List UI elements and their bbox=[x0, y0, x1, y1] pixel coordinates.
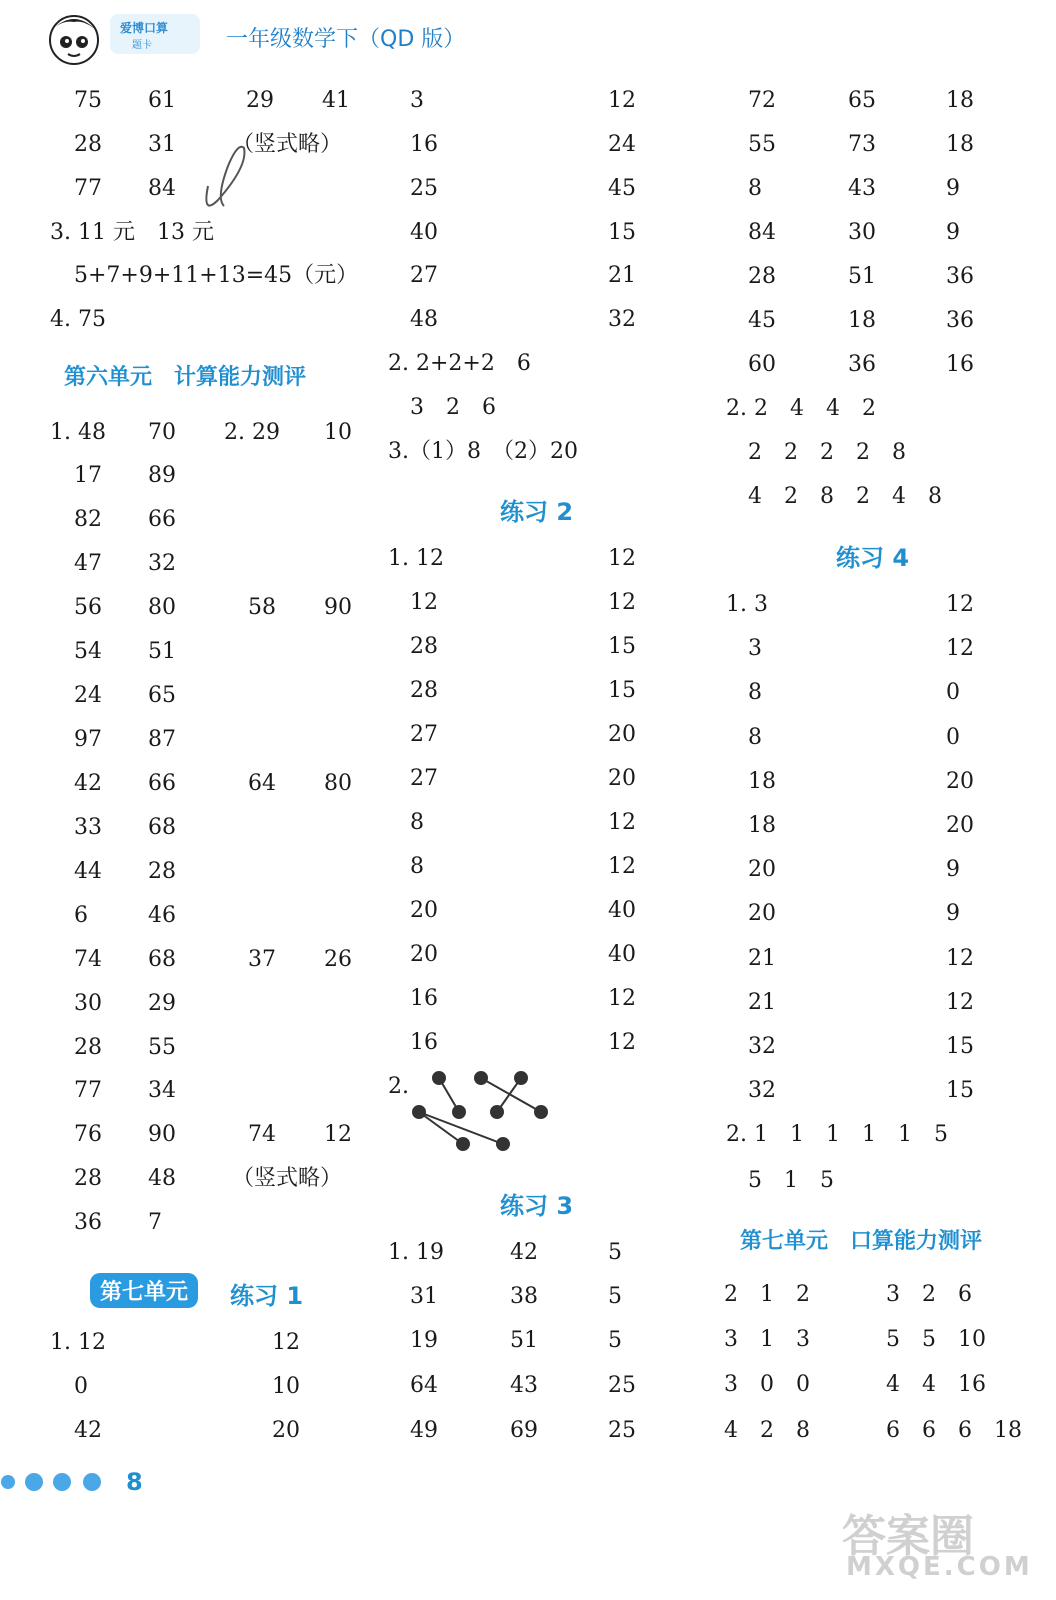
answer: 30 bbox=[848, 220, 876, 245]
answer: 15 bbox=[608, 678, 636, 703]
answer: 66 bbox=[148, 507, 176, 532]
answer: 4 2 8 bbox=[724, 1418, 810, 1443]
answer: 12 bbox=[324, 1122, 352, 1147]
answer: 5 bbox=[608, 1284, 622, 1309]
answer: 12 bbox=[946, 592, 974, 617]
answer: 18 bbox=[748, 813, 776, 838]
answer: 7 bbox=[148, 1210, 162, 1235]
answer: 17 bbox=[74, 463, 102, 488]
practice-3-title: 练习 3 bbox=[500, 1192, 574, 1220]
header-title: 一年级数学下（QD 版） bbox=[226, 27, 466, 52]
answer: 34 bbox=[148, 1078, 176, 1103]
question-2-answer: 2 2 2 2 8 bbox=[748, 440, 906, 465]
question-2-answer: 2. 2 4 4 2 bbox=[726, 396, 876, 421]
answer: 51 bbox=[848, 264, 876, 289]
answer: 70 bbox=[148, 420, 176, 445]
answer: 51 bbox=[148, 639, 176, 664]
answer: 1. 19 bbox=[388, 1240, 444, 1265]
answer: 15 bbox=[608, 634, 636, 659]
watermark-url: MXQE.COM bbox=[846, 1552, 1033, 1582]
answer: 5 bbox=[608, 1328, 622, 1353]
answer: 40 bbox=[410, 220, 438, 245]
answer: 29 bbox=[246, 88, 274, 113]
answer: 5 5 10 bbox=[886, 1327, 986, 1352]
answer: 21 bbox=[748, 946, 776, 971]
answer: 8 bbox=[748, 725, 762, 750]
answer: 54 bbox=[74, 639, 102, 664]
unit6-title: 第六单元 计算能力测评 bbox=[64, 365, 307, 390]
answer: 12 bbox=[410, 590, 438, 615]
answer: 58 bbox=[248, 595, 276, 620]
answer: 31 bbox=[410, 1284, 438, 1309]
answer: 55 bbox=[148, 1035, 176, 1060]
answer: 20 bbox=[946, 769, 974, 794]
paw-decoration-icon bbox=[0, 1470, 120, 1494]
answer: 20 bbox=[608, 722, 636, 747]
answer: 28 bbox=[74, 1166, 102, 1191]
answer: 74 bbox=[74, 947, 102, 972]
answer: 8 bbox=[748, 680, 762, 705]
answer: 36 bbox=[848, 352, 876, 377]
answer: 3 2 6 bbox=[886, 1282, 972, 1307]
answer: 21 bbox=[748, 990, 776, 1015]
answer: 20 bbox=[748, 901, 776, 926]
answer: 40 bbox=[608, 898, 636, 923]
svg-text:题卡: 题卡 bbox=[132, 40, 152, 51]
answer: 90 bbox=[324, 595, 352, 620]
answer: 12 bbox=[608, 546, 636, 571]
answer: 9 bbox=[946, 220, 960, 245]
question-2-answer: 2. 1 1 1 1 1 5 bbox=[726, 1122, 948, 1147]
answer: 3 bbox=[748, 636, 762, 661]
unit7-oral-title: 第七单元 口算能力测评 bbox=[740, 1229, 983, 1254]
answer: 33 bbox=[74, 815, 102, 840]
answer: 36 bbox=[74, 1210, 102, 1235]
answer: 45 bbox=[608, 176, 636, 201]
answer: 15 bbox=[608, 220, 636, 245]
answer: 38 bbox=[510, 1284, 538, 1309]
answer: 28 bbox=[74, 1035, 102, 1060]
answer: 20 bbox=[410, 942, 438, 967]
answer: 32 bbox=[608, 307, 636, 332]
answer: 61 bbox=[148, 88, 176, 113]
answer: 12 bbox=[946, 990, 974, 1015]
answer: 12 bbox=[608, 854, 636, 879]
answer: 10 bbox=[324, 420, 352, 445]
practice-2-title: 练习 2 bbox=[500, 498, 574, 526]
answer: 18 bbox=[946, 132, 974, 157]
answer: 6 6 6 18 bbox=[886, 1418, 1022, 1443]
answer: 6 bbox=[74, 903, 88, 928]
answer: 36 bbox=[946, 264, 974, 289]
answer: 29 bbox=[148, 991, 176, 1016]
answer: 80 bbox=[324, 771, 352, 796]
answer: 25 bbox=[410, 176, 438, 201]
answer: 66 bbox=[148, 771, 176, 796]
answer: 16 bbox=[410, 1030, 438, 1055]
answer: 0 bbox=[74, 1374, 88, 1399]
answer: 15 bbox=[946, 1078, 974, 1103]
answer: 12 bbox=[946, 946, 974, 971]
answer: 12 bbox=[608, 986, 636, 1011]
practice-4-title: 练习 4 bbox=[836, 544, 910, 572]
answer: 28 bbox=[410, 678, 438, 703]
answer: 3 1 3 bbox=[724, 1327, 810, 1352]
answer: 18 bbox=[748, 769, 776, 794]
answer: 64 bbox=[248, 771, 276, 796]
answer: 2 1 2 bbox=[724, 1282, 810, 1307]
answer: 4 4 16 bbox=[886, 1372, 986, 1397]
answer: 0 bbox=[946, 680, 960, 705]
answer: 12 bbox=[608, 590, 636, 615]
question-3-answer: 3.（1）8 （2）20 bbox=[388, 439, 578, 464]
answer: 9 bbox=[946, 901, 960, 926]
answer: 56 bbox=[74, 595, 102, 620]
answer: 12 bbox=[608, 88, 636, 113]
answer: 32 bbox=[148, 551, 176, 576]
answer: 3 0 0 bbox=[724, 1372, 810, 1397]
matching-lines-diagram bbox=[405, 1062, 555, 1162]
answer: 12 bbox=[608, 1030, 636, 1055]
answer: 32 bbox=[748, 1078, 776, 1103]
answer: 1. 12 bbox=[388, 546, 444, 571]
answer: 76 bbox=[74, 1122, 102, 1147]
answer: 45 bbox=[748, 308, 776, 333]
answer: 8 bbox=[410, 854, 424, 879]
answer: 87 bbox=[148, 727, 176, 752]
answer: 30 bbox=[74, 991, 102, 1016]
answer: 97 bbox=[74, 727, 102, 752]
answer: 77 bbox=[74, 176, 102, 201]
question-2-answer: 4 2 8 2 4 8 bbox=[748, 484, 942, 509]
answer: 16 bbox=[410, 986, 438, 1011]
answer: 74 bbox=[248, 1122, 276, 1147]
answer: 12 bbox=[272, 1330, 300, 1355]
answer: 89 bbox=[148, 463, 176, 488]
answer: 1. 12 bbox=[50, 1330, 106, 1355]
question-2-answer-b: 5 1 5 bbox=[748, 1168, 834, 1193]
answer: 18 bbox=[946, 88, 974, 113]
answer: 10 bbox=[272, 1374, 300, 1399]
answer: 64 bbox=[410, 1373, 438, 1398]
svg-text:爱博口算: 爱博口算 bbox=[120, 21, 169, 35]
answer: 42 bbox=[74, 771, 102, 796]
answer: 5 bbox=[608, 1240, 622, 1265]
answer: 20 bbox=[748, 857, 776, 882]
answer: 43 bbox=[848, 176, 876, 201]
answer: 27 bbox=[410, 766, 438, 791]
answer: 65 bbox=[148, 683, 176, 708]
answer: 36 bbox=[946, 308, 974, 333]
answer: 55 bbox=[748, 132, 776, 157]
unit7-badge: 第七单元 bbox=[90, 1273, 198, 1308]
answer: 16 bbox=[946, 352, 974, 377]
answer: 20 bbox=[272, 1418, 300, 1443]
answer: 9 bbox=[946, 857, 960, 882]
answer: 8 bbox=[410, 810, 424, 835]
answer: 42 bbox=[510, 1240, 538, 1265]
question-3-answer: 3. 11 元 13 元 bbox=[50, 220, 214, 245]
clip-doodle-icon bbox=[198, 136, 288, 226]
vertical-note: （竖式略） bbox=[232, 1166, 343, 1191]
answer: 65 bbox=[848, 88, 876, 113]
answer: 48 bbox=[148, 1166, 176, 1191]
answer: 84 bbox=[748, 220, 776, 245]
answer: 25 bbox=[608, 1418, 636, 1443]
answer: 42 bbox=[74, 1418, 102, 1443]
answer: 28 bbox=[148, 859, 176, 884]
answer: 0 bbox=[946, 725, 960, 750]
answer: 27 bbox=[410, 263, 438, 288]
answer: 44 bbox=[74, 859, 102, 884]
answer: 47 bbox=[74, 551, 102, 576]
answer: 26 bbox=[324, 947, 352, 972]
answer: 69 bbox=[510, 1418, 538, 1443]
mascot-logo-icon bbox=[40, 6, 210, 76]
answer: 48 bbox=[410, 307, 438, 332]
answer: 20 bbox=[608, 766, 636, 791]
answer: 28 bbox=[74, 132, 102, 157]
answer: 19 bbox=[410, 1328, 438, 1353]
answer: 2. 29 bbox=[224, 420, 280, 445]
answer: 90 bbox=[148, 1122, 176, 1147]
answer: 21 bbox=[608, 263, 636, 288]
answer: 20 bbox=[410, 898, 438, 923]
question-2-answer-b: 3 2 6 bbox=[410, 395, 496, 420]
answer: 77 bbox=[74, 1078, 102, 1103]
answer: 28 bbox=[748, 264, 776, 289]
answer: 20 bbox=[946, 813, 974, 838]
answer: 46 bbox=[148, 903, 176, 928]
question-2-answer: 2. 2+2+2 6 bbox=[388, 351, 531, 376]
answer: 43 bbox=[510, 1373, 538, 1398]
answer: 82 bbox=[74, 507, 102, 532]
answer: 12 bbox=[608, 810, 636, 835]
answer: 51 bbox=[510, 1328, 538, 1353]
practice-1-title: 练习 1 bbox=[230, 1282, 304, 1310]
answer: 68 bbox=[148, 947, 176, 972]
page-number: 8 bbox=[126, 1468, 143, 1496]
answer: 15 bbox=[946, 1034, 974, 1059]
answer: 49 bbox=[410, 1418, 438, 1443]
answer: 1. 3 bbox=[726, 592, 768, 617]
answer: 12 bbox=[946, 636, 974, 661]
answer: 41 bbox=[322, 88, 350, 113]
answer: 80 bbox=[148, 595, 176, 620]
question-4-answer: 4. 75 bbox=[50, 307, 106, 332]
answer: 31 bbox=[148, 132, 176, 157]
answer: 27 bbox=[410, 722, 438, 747]
answer: 84 bbox=[148, 176, 176, 201]
answer: 72 bbox=[748, 88, 776, 113]
answer: 75 bbox=[74, 88, 102, 113]
answer: 28 bbox=[410, 634, 438, 659]
answer: 24 bbox=[74, 683, 102, 708]
answer: 3 bbox=[410, 88, 424, 113]
vertical-note: （竖式略） bbox=[232, 132, 343, 157]
answer: 18 bbox=[848, 308, 876, 333]
answer: 32 bbox=[748, 1034, 776, 1059]
answer: 73 bbox=[848, 132, 876, 157]
question-2-label: 2. bbox=[388, 1074, 409, 1099]
answer: 24 bbox=[608, 132, 636, 157]
answer: 9 bbox=[946, 176, 960, 201]
answer: 1. 48 bbox=[50, 420, 106, 445]
question-3-equation: 5+7+9+11+13=45（元） bbox=[74, 263, 359, 288]
answer: 40 bbox=[608, 942, 636, 967]
answer: 60 bbox=[748, 352, 776, 377]
answer: 8 bbox=[748, 176, 762, 201]
answer: 16 bbox=[410, 132, 438, 157]
answer: 37 bbox=[248, 947, 276, 972]
watermark-logo: 答案圈 bbox=[842, 1511, 974, 1562]
answer: 68 bbox=[148, 815, 176, 840]
answer: 25 bbox=[608, 1373, 636, 1398]
